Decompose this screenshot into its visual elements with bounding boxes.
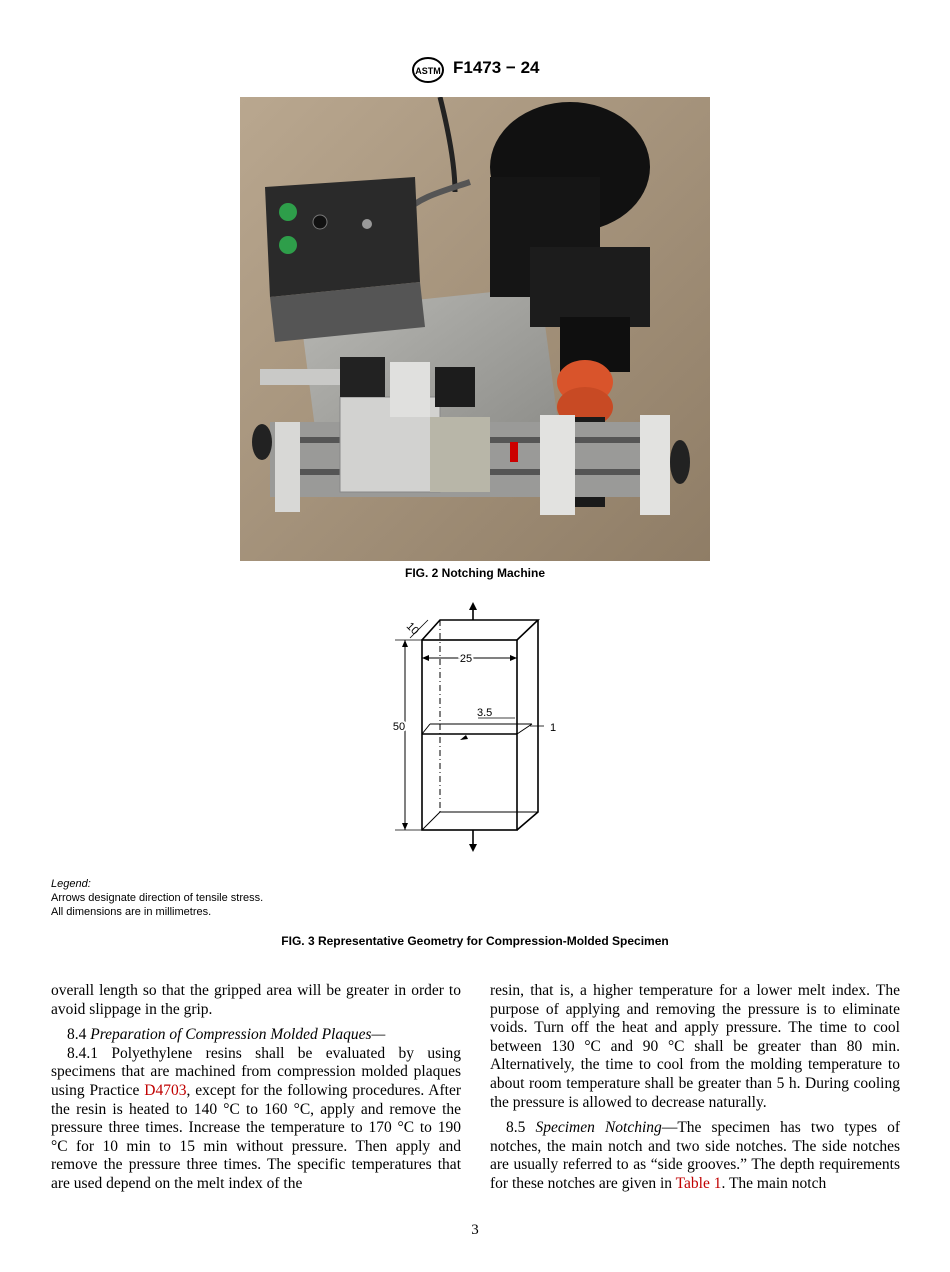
legend-title: Legend:	[51, 878, 91, 890]
document-id: F1473 − 24	[453, 58, 540, 77]
svg-text:ASTM: ASTM	[415, 66, 441, 76]
dim-thickness-label: 10	[403, 620, 421, 638]
page-number: 3	[471, 1222, 479, 1238]
legend-line: All dimensions are in millimetres.	[51, 906, 212, 918]
right-column	[490, 982, 900, 1194]
paragraph-text: 8.4.1 Polyethylene resins shall be evaluated by using specimens that are machined from compression molded plaques using Practice	[51, 1044, 461, 1099]
fig2-caption: FIG. 2 Notching Machine	[404, 566, 545, 580]
section-number: 8.5	[506, 1119, 526, 1137]
section-title: Specimen Notching	[535, 1119, 662, 1137]
fig3-caption: FIG. 3 Representative Geometry for Compression-Molded Specimen	[281, 934, 669, 948]
legend-line: Arrows designate direction of tensile stress.	[51, 892, 264, 904]
table-1-link[interactable]: Table 1	[675, 1174, 722, 1192]
notching-machine-photo	[240, 97, 710, 561]
paragraph-text: , except for the following procedures. After the resin is heated to 140 °C to 160 °C, apply and remove the pressure three times. Increase the temperature to 170 °C to 190 °C for 10 min to 15 min without pressure. Then apply and remove the pressure three times. The specific temperatures that are used depend on the melt index of the	[51, 1081, 461, 1192]
specimen-geometry-diagram	[380, 600, 580, 855]
dim-side-label: 1	[550, 722, 557, 734]
left-column	[51, 982, 461, 1194]
paragraph-text: —The specimen has two types of notches, the main notch and two side notches. The side notches are usually referred to as “side grooves.” The depth requirements for these notches are given in	[490, 1119, 900, 1192]
page-header	[0, 56, 950, 86]
dim-width-label: 25	[459, 653, 473, 665]
fig3-legend	[51, 877, 263, 919]
dim-notch-depth-label: 3.5	[477, 707, 493, 719]
paragraph: resin, that is, a higher temperature for a lower melt index. The purpose of applying and removing the pressure is to eliminate voids. Turn off the heat and apply pressure. The time to cool between 130 °C and 90 °C shall be greater than 80 min. Alternatively, the time to cool from the molding temperature to about room temperature shall be greater than 5 h. During cooling the pressure is allowed to decrease naturally.	[490, 982, 900, 1111]
section-8-5	[490, 1119, 900, 1193]
section-title: Preparation of Compression Molded Plaques—	[90, 1026, 386, 1044]
paragraph: overall length so that the gripped area will be greater in order to avoid slippage in the grip.	[51, 982, 461, 1018]
section-8-4-heading	[51, 1026, 461, 1045]
d4703-link[interactable]: D4703	[144, 1081, 187, 1099]
section-number: 8.4	[67, 1026, 87, 1044]
section-8-4-1	[51, 1045, 461, 1194]
dim-length-label: 50	[392, 721, 406, 733]
paragraph-text: . The main notch	[721, 1174, 827, 1192]
astm-logo-icon	[410, 56, 446, 84]
